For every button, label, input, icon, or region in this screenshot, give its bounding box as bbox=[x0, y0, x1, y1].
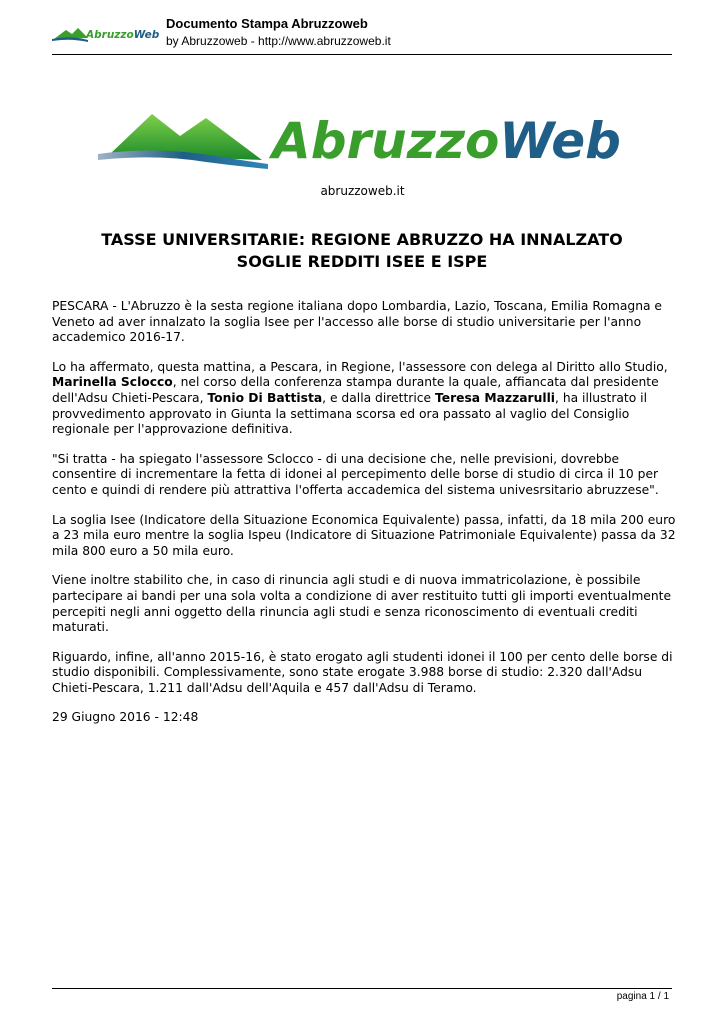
abruzzoweb-logo bbox=[96, 106, 621, 176]
page-number: pagina 1 / 1 bbox=[616, 991, 669, 1002]
paragraph-4: La soglia Isee (Indicatore della Situazione Economica Equivalente) passa, infatti, da 18 mila 200 euro a 23 mila euro mentre la soglia Ispeu (Indicatore di Situazione Patrimoniale Equivalente) passa da 32 mila 800 euro a 50 mila euro. bbox=[52, 512, 676, 558]
svg-text:AbruzzoWeb bbox=[268, 112, 621, 170]
article-title-line2: SOGLIE REDDITI ISEE E ISPE bbox=[236, 252, 488, 271]
paragraph-2-part-a: Lo ha affermato, questa mattina, a Pescara, in Regione, l'assessore con delega al Diritto allo Studio, bbox=[52, 359, 668, 374]
article-date: 29 Giugno 2016 - 12:48 bbox=[52, 710, 199, 725]
person-name: Teresa Mazzarulli bbox=[434, 390, 555, 405]
print-header bbox=[52, 14, 671, 54]
paragraph-1: PESCARA - L'Abruzzo è la sesta regione italiana dopo Lombardia, Lazio, Toscana, Emilia Romagna e Veneto ad aver innalzato la soglia Isee per l'accesso alle borse di studio universitarie per l'anno accademico 2016-17. bbox=[52, 299, 662, 345]
paragraph-2 bbox=[52, 360, 676, 438]
person-name: Tonio Di Battista bbox=[207, 390, 323, 405]
svg-text:AbruzzoWeb bbox=[85, 29, 160, 41]
header-divider bbox=[52, 54, 672, 55]
small-logo-text-green: Abruzzo bbox=[86, 29, 134, 41]
article-title bbox=[52, 229, 672, 273]
article-body bbox=[52, 299, 676, 740]
logo-text-green: Abruzzo bbox=[272, 112, 500, 170]
paragraph-5: Viene inoltre stabilito che, in caso di rinuncia agli studi e di nuova immatricolazione, è possibile partecipare ai bandi per una sola volta a condizione di aver restituito tutti gli importi eventualmente percepiti negli anni oggetto della rinuncia agli studi e senza riconoscimento di eventuali crediti maturati. bbox=[52, 573, 672, 635]
abruzzoweb-small-logo bbox=[52, 22, 160, 44]
article-title-line1: TASSE UNIVERSITARIE: REGIONE ABRUZZO HA INNALZATO bbox=[101, 230, 623, 249]
paragraph-2-part-d: , ha illustrato il provvedimento approvato in Giunta la settimana scorsa ed ora passato al vaglio del Consiglio regionale per l'approvazione definitiva. bbox=[52, 390, 648, 437]
header-subtitle: by Abruzzoweb - http://www.abruzzoweb.it bbox=[166, 34, 391, 48]
header-title: Documento Stampa Abruzzoweb bbox=[166, 16, 368, 31]
small-logo-text-blue: Web bbox=[133, 29, 160, 41]
site-name: abruzzoweb.it bbox=[320, 184, 405, 198]
paragraph-3: "Si tratta - ha spiegato l'assessore Sclocco - di una decisione che, nelle previsioni, dovrebbe consentire di incrementare la fetta di idonei al percepimento delle borse di studio di circa il 10 per cento e quindi di rendere più attrattiva l'offerta accademica del sistema univesrsitario abruzzese". bbox=[52, 451, 659, 497]
paragraph-2-part-c: , e dalla direttrice bbox=[322, 390, 435, 405]
logo-text-blue: Web bbox=[499, 112, 621, 170]
paragraph-2-part-b: , nel corso della conferenza stampa durante la quale, affiancata dal presidente dell'Adsu Chieti-Pescara, bbox=[52, 375, 659, 405]
paragraph-6: Riguardo, infine, all'anno 2015-16, è stato erogato agli studenti idonei il 100 per cento delle borse di studio disponibili. Complessivamente, sono state erogate 3.988 borse di studio: 2.320 dall'Adsu Chieti-Pescara, 1.211 dall'Adsu dell'Aquila e 457 dall'Adsu di Teramo. bbox=[52, 649, 673, 695]
person-name: Marinella Sclocco bbox=[52, 375, 173, 390]
footer-divider bbox=[52, 988, 672, 989]
